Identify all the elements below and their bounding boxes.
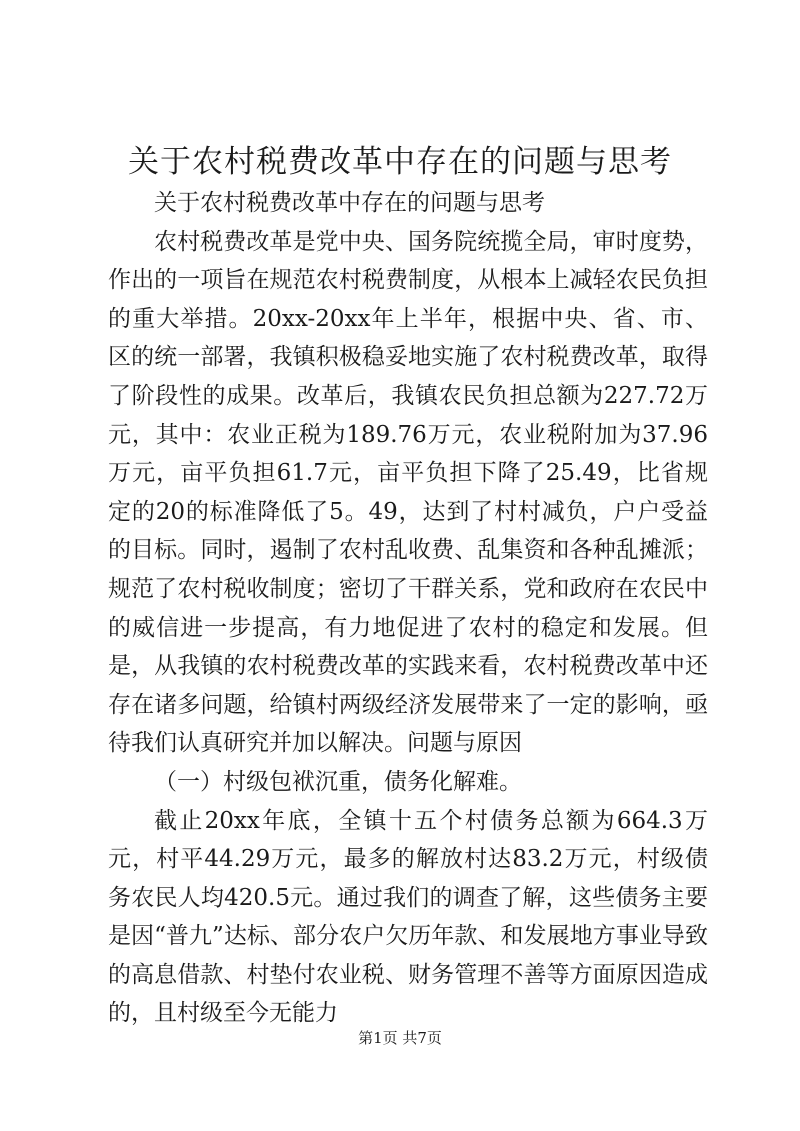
paragraph-subtitle: 关于农村税费改革中存在的问题与思考 bbox=[154, 190, 545, 216]
document-body bbox=[108, 184, 708, 1033]
paragraph-debt: 截止20xx年底，全镇十五个村债务总额为664.3万元，村平44.29万元，最多的解放村达83.2万元，村级债务农民人均420.5元。通过我们的调查了解，这些债务主要是因“普九”达标、部分农户欠历年款、和发展地方事业导致的高息借款、村垫付农业税、财务管理不善等方面原因造成的，且村级至今无能力 bbox=[108, 807, 708, 1027]
section-heading: （一）村级包袱沉重，债务化解难。 bbox=[154, 768, 522, 795]
document-title: 关于农村税费改革中存在的问题与思考 bbox=[128, 144, 672, 180]
paragraph-intro: 农村税费改革是党中央、国务院统揽全局，审时度势，作出的一项旨在规范农村税费制度，从根本上减轻农民负担的重大举措。20xx-20xx年上半年，根据中央、省、市、区的统一部署，我镇积极稳妥地实施了农村税费改革，取得了阶段性的成果。改革后，我镇农民负担总额为227.72万元，其中：农业正税为189.76万元，农业税附加为37.96万元，亩平负担61.7元，亩平负担下降了25.49，比省规定的20的标准降低了5。49，达到了村村减负，户户受益的目标。同时，遏制了农村乱收费、乱集资和各种乱摊派；规范了农村税收制度；密切了干群关系，党和政府在农民中的威信进一步提高，有力地促进了农村的稳定和发展。但是，从我镇的农村税费改革的实践来看，农村税费改革中还存在诸多问题，给镇村两级经济发展带来了一定的影响，亟待我们认真研究并加以解决。问题与原因 bbox=[108, 228, 708, 757]
page-number: 第1页 共7页 bbox=[358, 1029, 442, 1047]
